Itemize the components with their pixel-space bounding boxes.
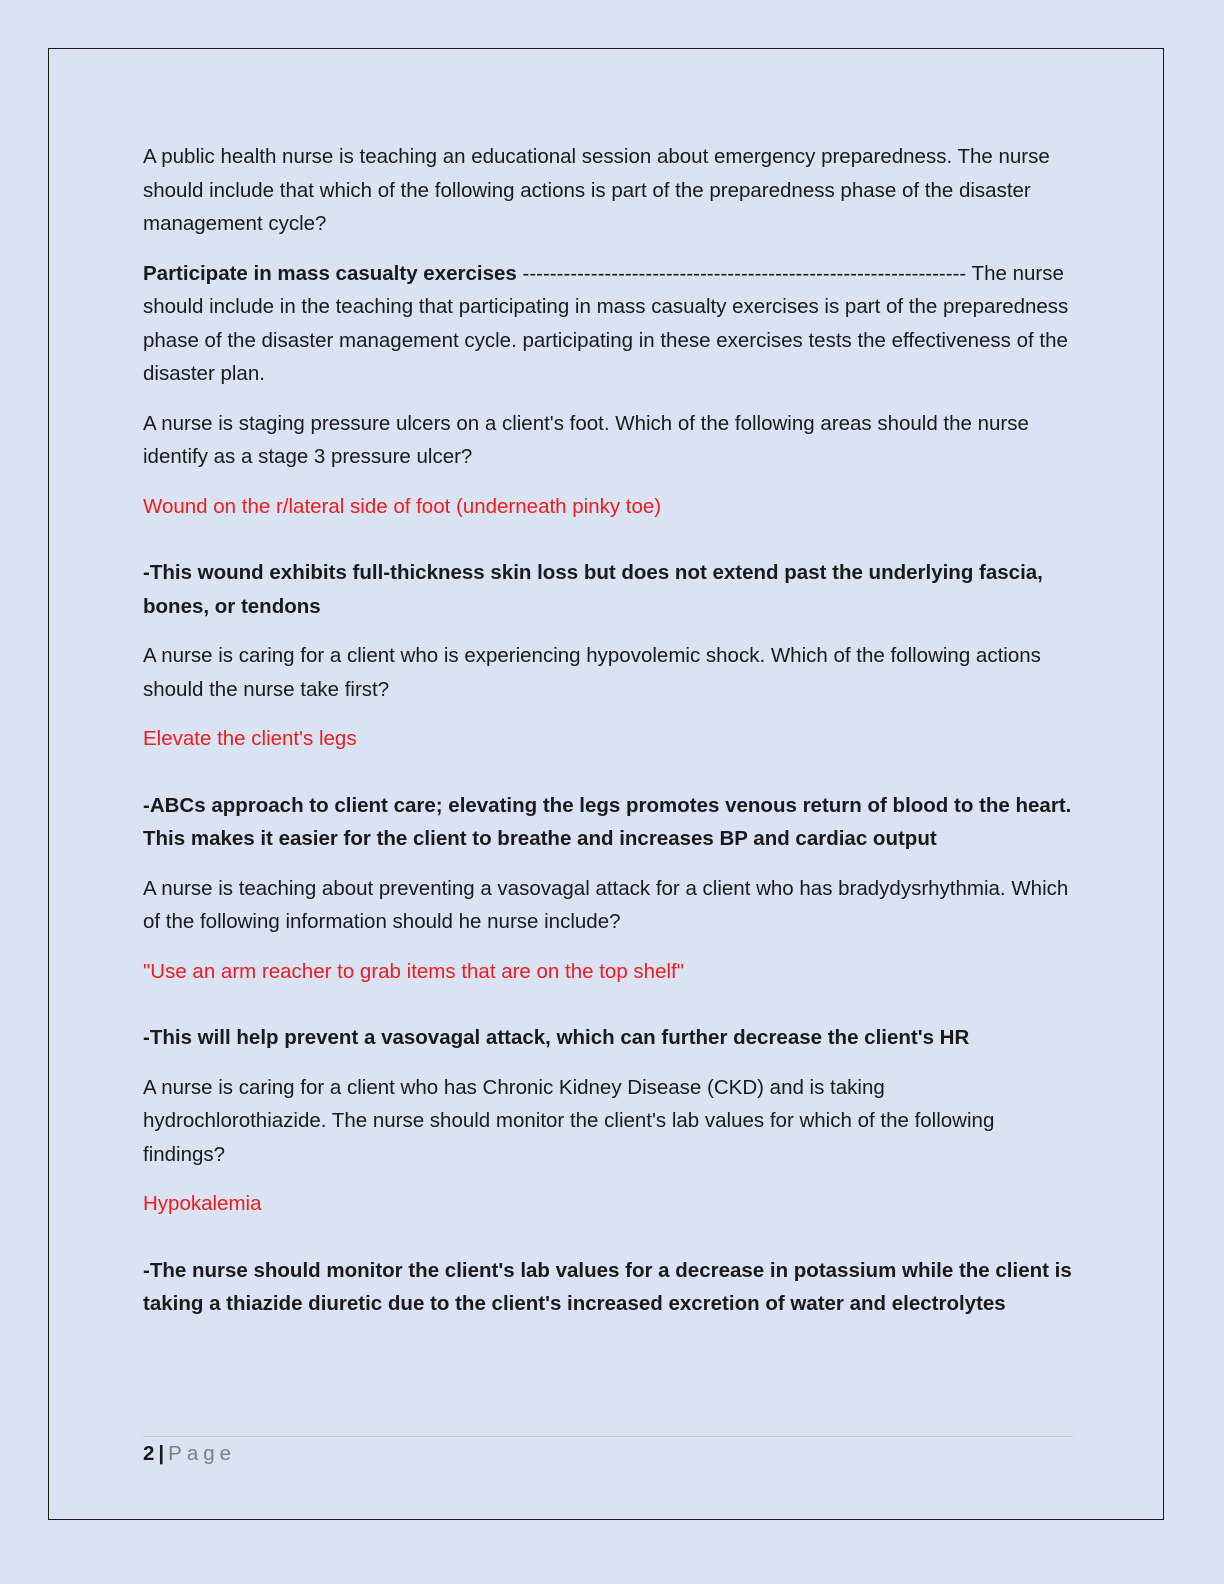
- answer-3: Elevate the client's legs: [143, 727, 357, 750]
- answer-4: "Use an arm reacher to grab items that are on the top shelf": [143, 959, 684, 983]
- page-label: Page: [168, 1442, 237, 1465]
- rationale-1: ----------------------------------------------------------------- The nurse should include in the teaching that participating in mass casualty exercises is part of the preparedness phase of the disaster management cycle. participating in these exercises tests the effectiveness of the disaster plan.: [143, 261, 1069, 385]
- rationale-2: -This wound exhibits full-thickness skin loss but does not extend past the underlying fascia, bones, or tendons: [143, 561, 1043, 618]
- footer-divider: [143, 1436, 1073, 1437]
- rationale-4: -This will help prevent a vasovagal attack, which can further decrease the client's HR: [143, 1026, 970, 1049]
- question-1: A public health nurse is teaching an educational session about emergency preparedness. The nurse should include that which of the following actions is part of the preparedness phase of the disaster management cycle?: [143, 145, 1050, 235]
- page-footer: [143, 1440, 236, 1468]
- page-number: 2: [143, 1442, 155, 1465]
- rationale-5: -The nurse should monitor the client's lab values for a decrease in potassium while the client is taking a thiazide diuretic due to the client's increased excretion of water and electrolytes: [143, 1258, 1072, 1315]
- answer-5: Hypokalemia: [143, 1192, 262, 1215]
- answer-1: Participate in mass casualty exercises: [143, 261, 517, 285]
- rationale-3: -ABCs approach to client care; elevating the legs promotes venous return of blood to the heart. This makes it easier for the client to breathe and increases BP and cardiac output: [143, 793, 1072, 850]
- answer-rationale-1: [143, 257, 1073, 391]
- question-5: A nurse is caring for a client who has Chronic Kidney Disease (CKD) and is taking hydrochlorothiazide. The nurse should monitor the client's lab values for which of the following findings?: [143, 1075, 995, 1166]
- question-3: A nurse is caring for a client who is experiencing hypovolemic shock. Which of the following actions should the nurse take first?: [143, 644, 1041, 701]
- document-body: [143, 140, 1073, 1337]
- answer-2: Wound on the r/lateral side of foot (underneath pinky toe): [143, 494, 662, 518]
- footer-separator: |: [158, 1442, 165, 1465]
- question-2: A nurse is staging pressure ulcers on a client's foot. Which of the following areas should the nurse identify as a stage 3 pressure ulcer?: [143, 411, 1029, 468]
- question-4: A nurse is teaching about preventing a vasovagal attack for a client who has bradydysrhythmia. Which of the following information should he nurse include?: [143, 876, 1069, 933]
